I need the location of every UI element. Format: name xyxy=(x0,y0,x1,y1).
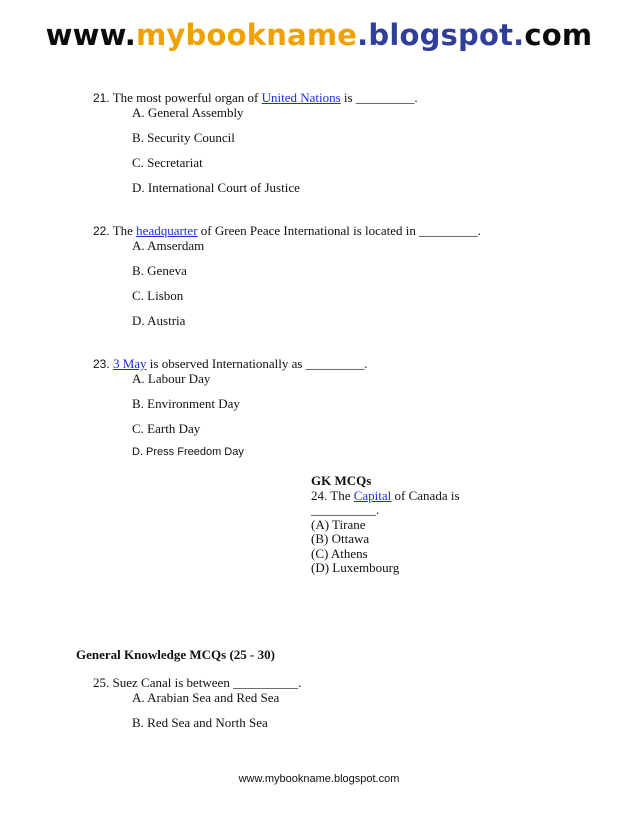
link-3-may[interactable]: 3 May xyxy=(112,356,147,371)
banner-mybookname: mybookname xyxy=(136,18,358,52)
question-text: of Canada is xyxy=(394,487,460,503)
section-heading: General Knowledge MCQs (25 - 30) xyxy=(76,647,275,662)
q21-option-a: A. General Assembly xyxy=(132,105,244,120)
q21-option-d: D. International Court of Justice xyxy=(132,180,300,195)
question-text: The most powerful organ of xyxy=(112,90,259,105)
footer-url: www.mybookname.blogspot.com xyxy=(238,773,400,785)
q22-option-c: C. Lisbon xyxy=(132,288,184,303)
q25-option-a: A. Arabian Sea and Red Sea xyxy=(132,690,280,705)
gk-question-24 xyxy=(311,489,460,504)
question-number: 21. xyxy=(93,91,110,105)
q22-option-d: D. Austria xyxy=(132,313,186,328)
link-headquarter[interactable]: headquarter xyxy=(136,223,198,238)
gk-option-a: (A) Tirane xyxy=(311,516,366,532)
banner-blogspot: .blogspot. xyxy=(357,18,525,52)
gk-option-c: (C) Athens xyxy=(311,545,368,561)
question-22 xyxy=(93,223,481,239)
question-text: 24. The xyxy=(311,487,351,503)
q25-option-b: B. Red Sea and North Sea xyxy=(132,715,268,730)
gk-option-b: (B) Ottawa xyxy=(311,531,370,546)
question-text: is _________. xyxy=(343,90,418,105)
gk-blank: __________. xyxy=(311,502,380,517)
question-25: 25. Suez Canal is between __________. xyxy=(93,675,302,690)
banner-com: com xyxy=(524,18,593,52)
q21-option-b: B. Security Council xyxy=(132,130,235,145)
q23-option-a: A. Labour Day xyxy=(132,371,211,386)
gk-option-d: (D) Luxembourg xyxy=(311,560,400,575)
question-21 xyxy=(93,90,418,106)
question-number: 22. xyxy=(93,224,110,238)
q22-option-a: A. Amserdam xyxy=(132,238,205,253)
question-number: 23. xyxy=(93,357,110,371)
q21-option-c: C. Secretariat xyxy=(132,155,203,170)
question-text: is observed Internationally as _________. xyxy=(149,356,368,371)
gk-mcq-box xyxy=(311,474,460,576)
q22-option-b: B. Geneva xyxy=(132,263,187,278)
question-text: The xyxy=(112,223,133,238)
link-united-nations[interactable]: United Nations xyxy=(261,90,341,105)
site-banner xyxy=(0,18,638,52)
gk-heading: GK MCQs xyxy=(311,473,372,488)
banner-www: www. xyxy=(45,18,137,52)
link-capital[interactable]: Capital xyxy=(353,487,392,503)
q23-option-d: D. Press Freedom Day xyxy=(132,446,244,458)
question-23 xyxy=(93,356,368,372)
q23-option-b: B. Environment Day xyxy=(132,396,240,411)
q23-option-c: C. Earth Day xyxy=(132,421,201,436)
question-text: of Green Peace International is located in _________. xyxy=(200,223,481,238)
